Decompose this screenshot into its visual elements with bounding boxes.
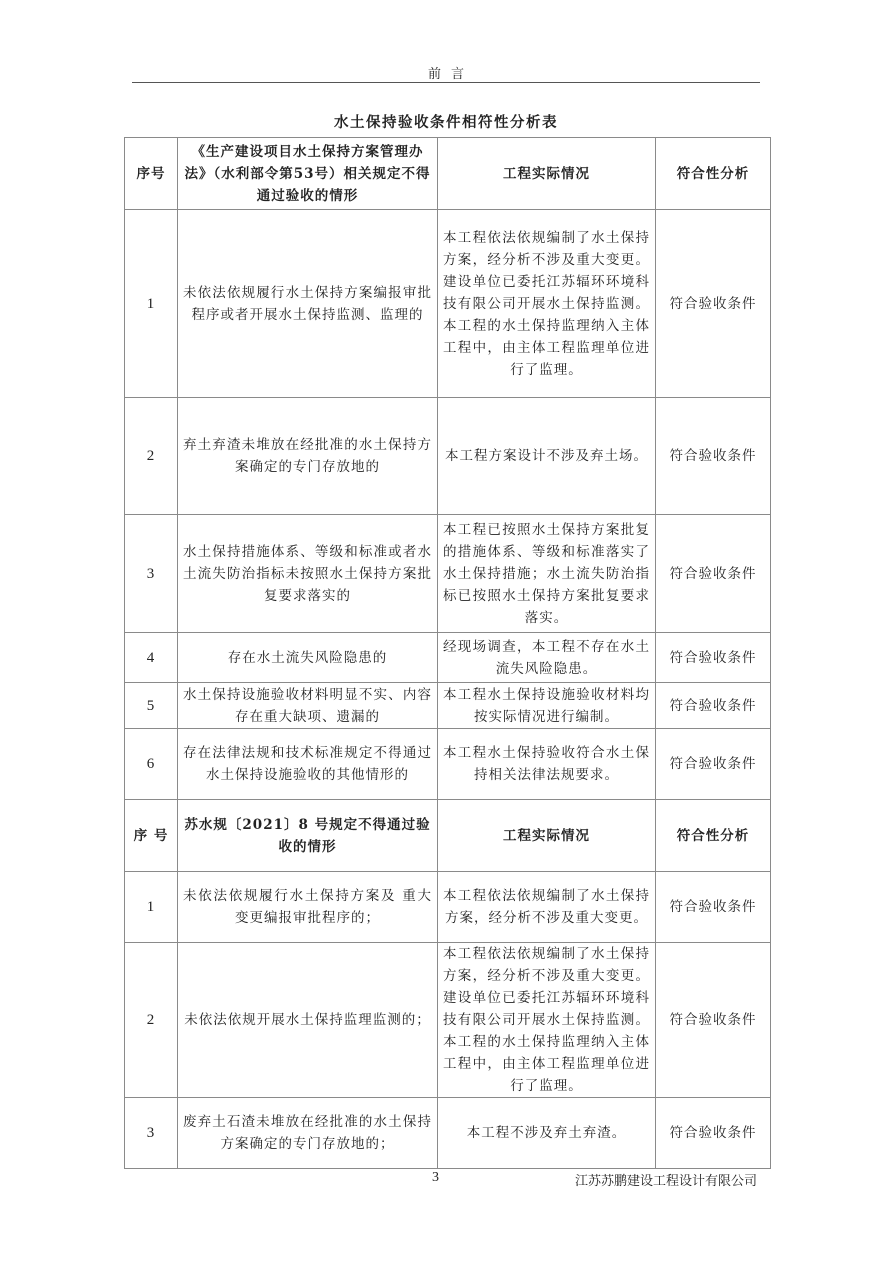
table-row	[125, 729, 771, 800]
row-number: 2	[125, 943, 178, 1098]
header-cell-condition: 苏水规〔2021〕8 号规定不得通过验 收的情形	[178, 800, 438, 872]
row-analysis: 符合验收条件	[656, 633, 771, 683]
header-cell-condition: 《生产建设项目水土保持方案管理办法》（水利部令第53号）相关规定不得通过验收的情形	[178, 138, 438, 210]
table-title: 水土保持验收条件相符性分析表	[334, 114, 558, 131]
row-actual: 本工程依法依规编制了水土保持方案，经分析不涉及重大变更。	[438, 872, 656, 943]
table-row	[125, 872, 771, 943]
row-actual: 本工程已按照水土保持方案批复的措施体系、等级和标准落实了水土保持措施；水土流失防治指标已按照水土保持方案批复要求落实。	[438, 515, 656, 633]
header-cell-no: 序号	[125, 138, 178, 210]
row-analysis: 符合验收条件	[656, 872, 771, 943]
row-number: 2	[125, 398, 178, 515]
header-cell-actual: 工程实际情况	[438, 138, 656, 210]
row-analysis: 符合验收条件	[656, 515, 771, 633]
row-condition: 弃土弃渣未堆放在经批准的水土保持方案确定的专门存放地的	[178, 398, 438, 515]
table-row	[125, 210, 771, 398]
row-actual: 本工程依法依规编制了水土保持方案，经分析不涉及重大变更。建设单位已委托江苏辐环环境科技有限公司开展水土保持监测。本工程的水土保持监理纳入主体工程中，由主体工程监理单位进行了监理。	[438, 943, 656, 1098]
row-condition: 存在水土流失风险隐患的	[178, 633, 438, 683]
row-analysis: 符合验收条件	[656, 1098, 771, 1169]
page-number: 3	[432, 1170, 439, 1185]
company-name: 江苏苏鹏建设工程设计有限公司	[574, 1174, 757, 1189]
table-row	[125, 398, 771, 515]
header-divider	[132, 82, 760, 83]
row-condition: 未依法依规履行水土保持方案编报审批程序或者开展水土保持监测、监理的	[178, 210, 438, 398]
header-cell-analysis: 符合性分析	[656, 138, 771, 210]
row-condition: 未依法依规履行水土保持方案及 重大变更编报审批程序的；	[178, 872, 438, 943]
row-actual: 本工程依法依规编制了水土保持方案，经分析不涉及重大变更。建设单位已委托江苏辐环环境科技有限公司开展水土保持监测。本工程的水土保持监理纳入主体工程中，由主体工程监理单位进行了监理。	[438, 210, 656, 398]
row-actual: 经现场调查，本工程不存在水土流失风险隐患。	[438, 633, 656, 683]
table-row	[125, 515, 771, 633]
row-analysis: 符合验收条件	[656, 729, 771, 800]
row-number: 6	[125, 729, 178, 800]
header-cell-actual: 工程实际情况	[438, 800, 656, 872]
section1-header-row	[125, 138, 771, 210]
row-number: 3	[125, 1098, 178, 1169]
row-actual: 本工程水土保持验收符合水土保持相关法律法规要求。	[438, 729, 656, 800]
section2-header-row	[125, 800, 771, 872]
row-condition: 未依法依规开展水土保持监理监测的；	[178, 943, 438, 1098]
page-header-title: 前言	[427, 67, 474, 82]
table-row	[125, 1098, 771, 1169]
row-actual: 本工程方案设计不涉及弃土场。	[438, 398, 656, 515]
row-analysis: 符合验收条件	[656, 943, 771, 1098]
row-analysis: 符合验收条件	[656, 398, 771, 515]
row-number: 1	[125, 872, 178, 943]
row-number: 1	[125, 210, 178, 398]
table-row	[125, 683, 771, 729]
table-row	[125, 943, 771, 1098]
row-condition: 存在法律法规和技术标准规定不得通过水土保持设施验收的其他情形的	[178, 729, 438, 800]
row-actual: 本工程不涉及弃土弃渣。	[438, 1098, 656, 1169]
header-cell-analysis: 符合性分析	[656, 800, 771, 872]
table-row	[125, 633, 771, 683]
row-number: 4	[125, 633, 178, 683]
row-analysis: 符合验收条件	[656, 210, 771, 398]
row-number: 5	[125, 683, 178, 729]
row-number: 3	[125, 515, 178, 633]
header-cell-no: 序 号	[125, 800, 178, 872]
row-actual: 本工程水土保持设施验收材料均按实际情况进行编制。	[438, 683, 656, 729]
row-condition: 废弃土石渣未堆放在经批准的水土保持方案确定的专门存放地的；	[178, 1098, 438, 1169]
row-condition: 水土保持措施体系、等级和标准或者水土流失防治指标未按照水土保持方案批复要求落实的	[178, 515, 438, 633]
conformity-analysis-table	[124, 137, 771, 1169]
row-analysis: 符合验收条件	[656, 683, 771, 729]
row-condition: 水土保持设施验收材料明显不实、内容存在重大缺项、遗漏的	[178, 683, 438, 729]
